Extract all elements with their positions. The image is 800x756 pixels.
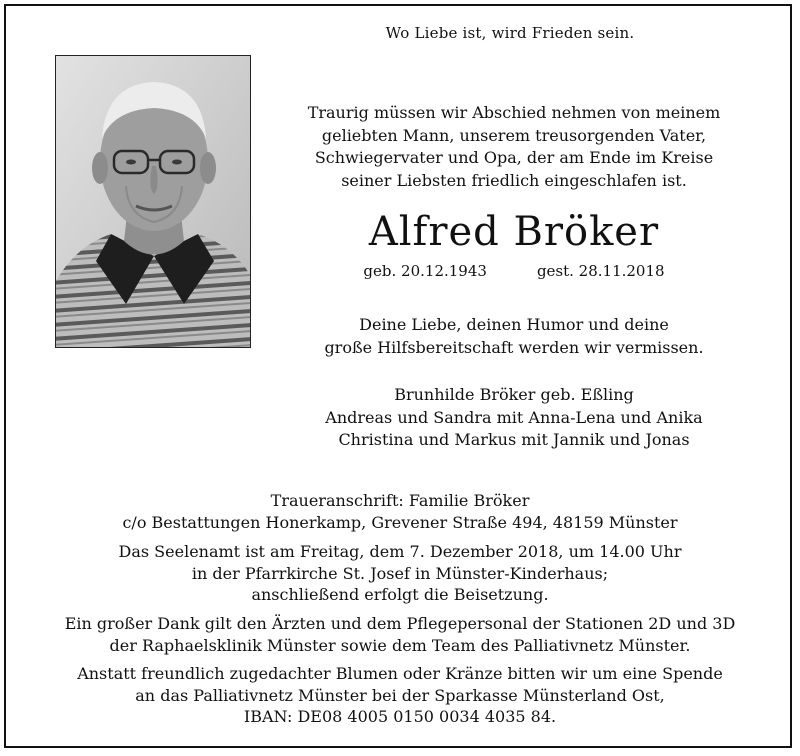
- tribute-text: [283, 314, 745, 359]
- donation-request: [30, 663, 770, 728]
- service-line: anschließend erfolgt die Beisetzung.: [251, 585, 549, 604]
- tribute-line: Deine Liebe, deinen Humor und deine: [359, 315, 669, 334]
- deceased-name: Alfred Bröker: [368, 209, 660, 255]
- service-info: [30, 541, 770, 606]
- service-line: in der Pfarrkirche St. Josef in Münster-Kinderhaus;: [191, 563, 609, 583]
- family-line: Andreas und Sandra mit Anna-Lena und Anika: [325, 407, 703, 427]
- intro-text: [283, 102, 745, 192]
- donation-line: Anstatt freundlich zugedachter Blumen oder Kränze bitten wir um eine Spende: [77, 664, 723, 683]
- family-line: Brunhilde Bröker geb. Eßling: [394, 385, 634, 404]
- donation-line: an das Palliativnetz Münster bei der Sparkasse Münsterland Ost,: [135, 685, 665, 705]
- thanks-text: [30, 613, 770, 656]
- donation-iban: IBAN: DE08 4005 0150 0034 4035 84.: [243, 707, 557, 726]
- mourning-address: [30, 490, 770, 533]
- intro-line: Traurig müssen wir Abschied nehmen von meinem: [307, 103, 721, 122]
- tribute-line: große Hilfsbereitschaft werden wir vermissen.: [324, 337, 704, 357]
- address-line: c/o Bestattungen Honerkamp, Grevener Straße 494, 48159 Münster: [122, 512, 678, 532]
- thanks-line: Ein großer Dank gilt den Ärzten und dem Pflegepersonal der Stationen 2D und 3D: [64, 614, 736, 633]
- address-line: Traueranschrift: Familie Bröker: [270, 491, 530, 510]
- death-date: gest. 28.11.2018: [536, 262, 665, 280]
- life-dates: [283, 262, 745, 280]
- family-list: [283, 384, 745, 452]
- portrait-photo: [55, 55, 251, 348]
- family-line: Christina und Markus mit Jannik und Jonas: [338, 430, 690, 449]
- intro-line: seiner Liebsten friedlich eingeschlafen ist.: [341, 170, 687, 190]
- intro-line: geliebten Mann, unserem treusorgenden Vater,: [321, 125, 707, 145]
- thanks-line: der Raphaelsklinik Münster sowie dem Team des Palliativnetz Münster.: [109, 635, 691, 655]
- motto: Wo Liebe ist, wird Frieden sein.: [385, 24, 635, 42]
- intro-line: Schwiegervater und Opa, der am Ende im Kreise: [314, 148, 714, 167]
- service-line: Das Seelenamt ist am Freitag, dem 7. Dezember 2018, um 14.00 Uhr: [118, 542, 682, 561]
- birth-date: geb. 20.12.1943: [363, 262, 487, 280]
